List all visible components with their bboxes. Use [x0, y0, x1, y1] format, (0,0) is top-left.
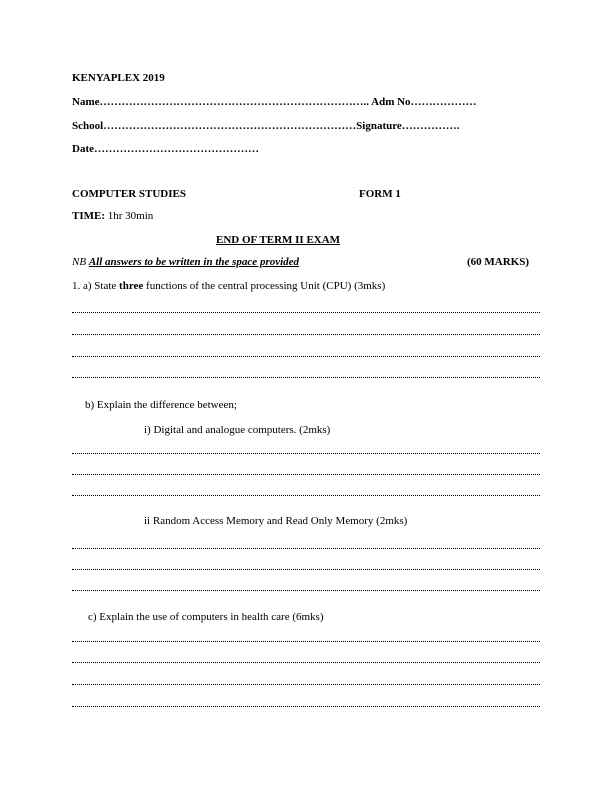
nb-prefix: NB [72, 256, 87, 268]
answer-line[interactable] [72, 495, 540, 496]
answer-line[interactable] [72, 474, 540, 475]
answer-line[interactable] [72, 662, 540, 663]
answer-line[interactable] [72, 590, 540, 591]
answer-line[interactable] [72, 312, 540, 313]
question-1b-i: i) Digital and analogue computers. (2mks) [144, 424, 331, 436]
answer-line[interactable] [72, 641, 540, 642]
answer-line[interactable] [72, 377, 540, 378]
nb-instruction [72, 256, 299, 268]
answer-line[interactable] [72, 684, 540, 685]
answer-line[interactable] [72, 569, 540, 570]
name-admno-field[interactable]: Name……………………………………………………………….. Adm No……………… [72, 96, 477, 108]
date-field[interactable]: Date……………………………………… [72, 143, 259, 155]
question-1a-emphasis: three [119, 280, 144, 292]
answer-line[interactable] [72, 356, 540, 357]
question-1c: c) Explain the use of computers in health care (6mks) [88, 611, 324, 623]
total-marks: (60 MARKS) [467, 256, 530, 268]
time-label: TIME: [72, 210, 105, 222]
question-1a [72, 280, 385, 292]
question-1b-ii: ii Random Access Memory and Read Only Memory (2mks) [144, 515, 408, 527]
time-value: 1hr 30min [107, 210, 154, 222]
nb-text: All answers to be written in the space provided [88, 256, 300, 268]
time-line [72, 210, 153, 222]
question-1a-suffix: functions of the central processing Unit (CPU) (3mks) [143, 280, 386, 292]
subject-label: COMPUTER STUDIES [72, 188, 186, 200]
answer-line[interactable] [72, 453, 540, 454]
answer-line[interactable] [72, 334, 540, 335]
school-org-title: KENYAPLEX 2019 [72, 72, 165, 84]
answer-line[interactable] [72, 706, 540, 707]
answer-line[interactable] [72, 548, 540, 549]
question-1b: b) Explain the difference between; [85, 399, 237, 411]
exam-title: END OF TERM II EXAM [216, 234, 341, 246]
school-signature-field[interactable]: School……………………………………………………………Signature……………. [72, 120, 460, 132]
question-1a-prefix: 1. a) State [72, 280, 120, 292]
form-label: FORM 1 [359, 188, 401, 200]
